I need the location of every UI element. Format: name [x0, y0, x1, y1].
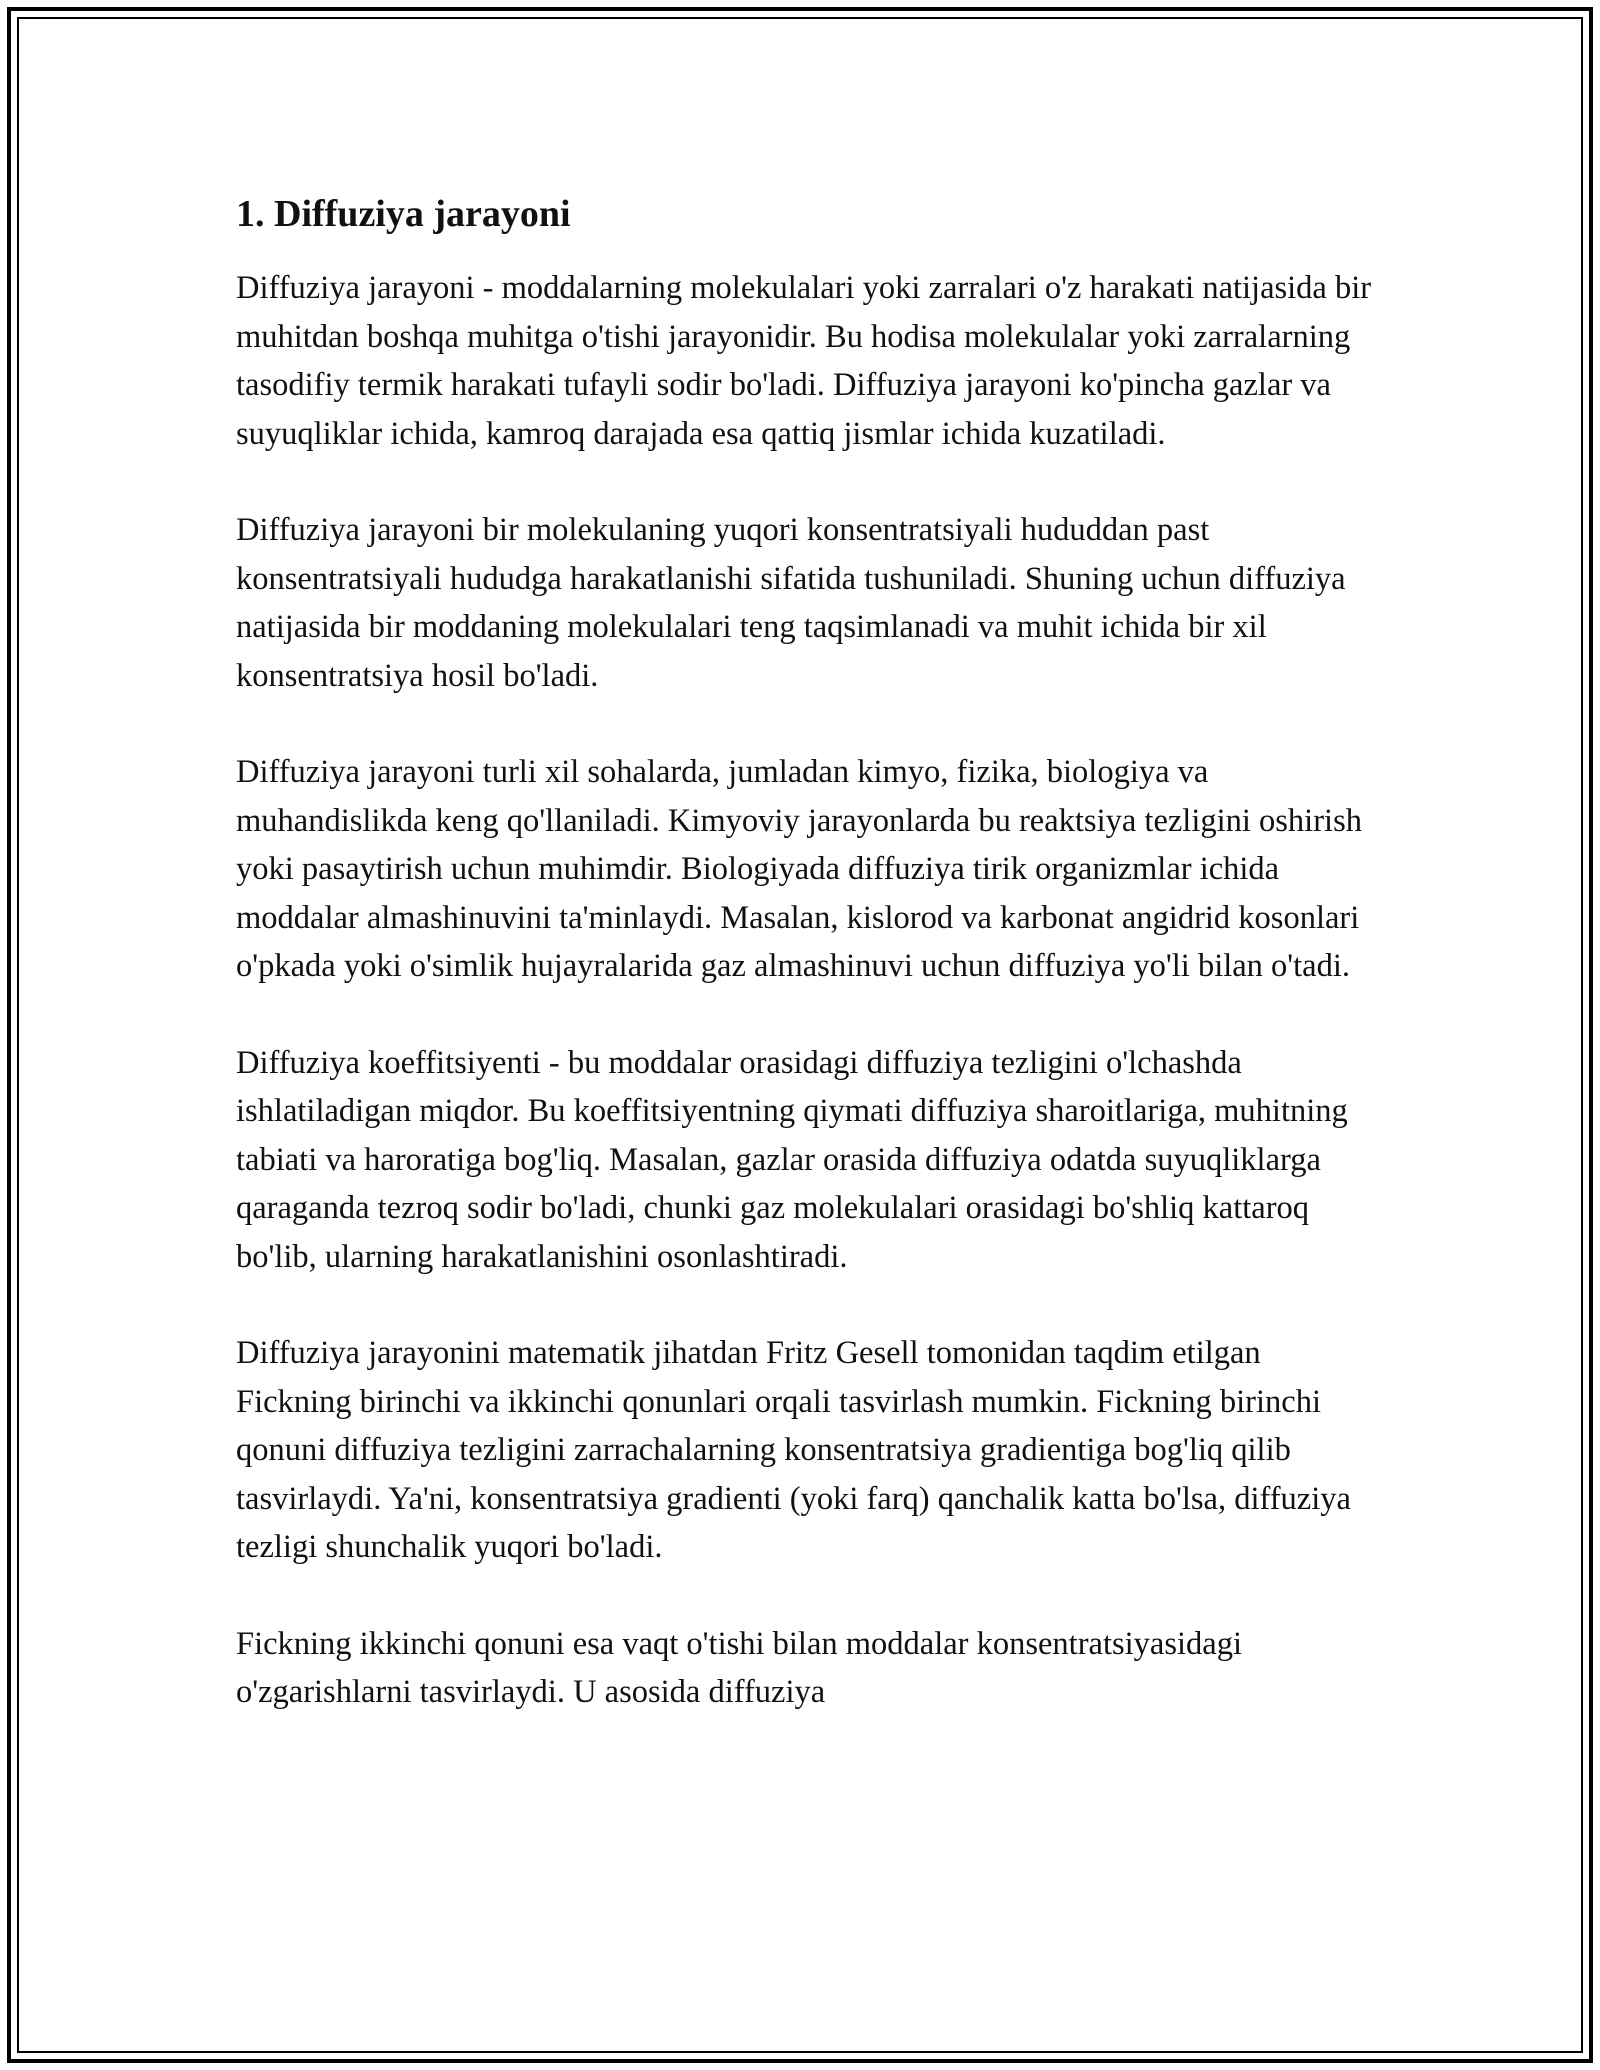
- paragraph-6: Fickning ikkinchi qonuni esa vaqt o'tishi bilan moddalar konsentratsiyasidagi o'zgarishlarni tasvirlaydi. U asosida diffuziya: [236, 1625, 1242, 1710]
- paragraph-5: Diffuziya jarayonini matematik jihatdan Fritz Gesell tomonidan taqdim etilgan Fickning birinchi va ikkinchi qonunlari orqali tasvirlash mumkin. Fickning birinchi qonuni diffuziya tezligini zarrachalarning konsentratsiya gradientiga bog'liq qilib tasvirlaydi. Ya'ni, konsentratsiya gradienti (yoki farq) qanchalik katta bo'lsa, diffuziya tezligi shunchalik yuqori bo'ladi.: [236, 1335, 1351, 1565]
- paragraph-2: Diffuziya jarayoni bir molekulaning yuqori konsentratsiyali hududdan past konsentratsiyali hududga harakatlanishi sifatida tushuniladi. Shuning uchun diffuziya natijasida bir moddaning molekulalari teng taqsimlanadi va muhit ichida bir xil konsentratsiya hosil bo'ladi.: [236, 512, 1346, 694]
- paragraph-4: Diffuziya koeffitsiyenti - bu moddalar orasidagi diffuziya tezligini o'lchashda ishlatiladigan miqdor. Bu koeffitsiyentning qiymati diffuziya sharoitlariga, muhitning tabiati va haroratiga bog'liq. Masalan, gazlar orasida diffuziya odatda suyuqliklarga qaraganda tezroq sodir bo'ladi, chunki gaz molekulalari orasidagi bo'shliq kattaroq bo'lib, ularning harakatlanishini osonlashtiradi.: [236, 1044, 1348, 1275]
- paragraph-3: Diffuziya jarayoni turli xil sohalarda, jumladan kimyo, fizika, biologiya va muhandislikda keng qo'llaniladi. Kimyoviy jarayonlarda bu reaktsiya tezligini oshirish yoki pasaytirish uchun muhimdir. Biologiyada diffuziya tirik organizmlar ichida moddalar almashinuvini ta'minlaydi. Masalan, kislorod va karbonat angidrid kosonlari o'pkada yoki o'simlik hujayralarida gaz almashinuvi uchun diffuziya yo'li bilan o'tadi.: [236, 754, 1362, 984]
- document-body: [236, 190, 1376, 1765]
- section-heading: 1. Diffuziya jarayoni: [236, 193, 571, 235]
- paragraph-1: Diffuziya jarayoni - moddalarning molekulalari yoki zarralari o'z harakati natijasida bir muhitdan boshqa muhitga o'tishi jarayonidir. Bu hodisa molekulalar yoki zarralarning tasodifiy termik harakati tufayli sodir bo'ladi. Diffuziya jarayoni ko'pincha gazlar va suyuqliklar ichida, kamroq darajada esa qattiq jismlar ichida kuzatiladi.: [236, 270, 1372, 452]
